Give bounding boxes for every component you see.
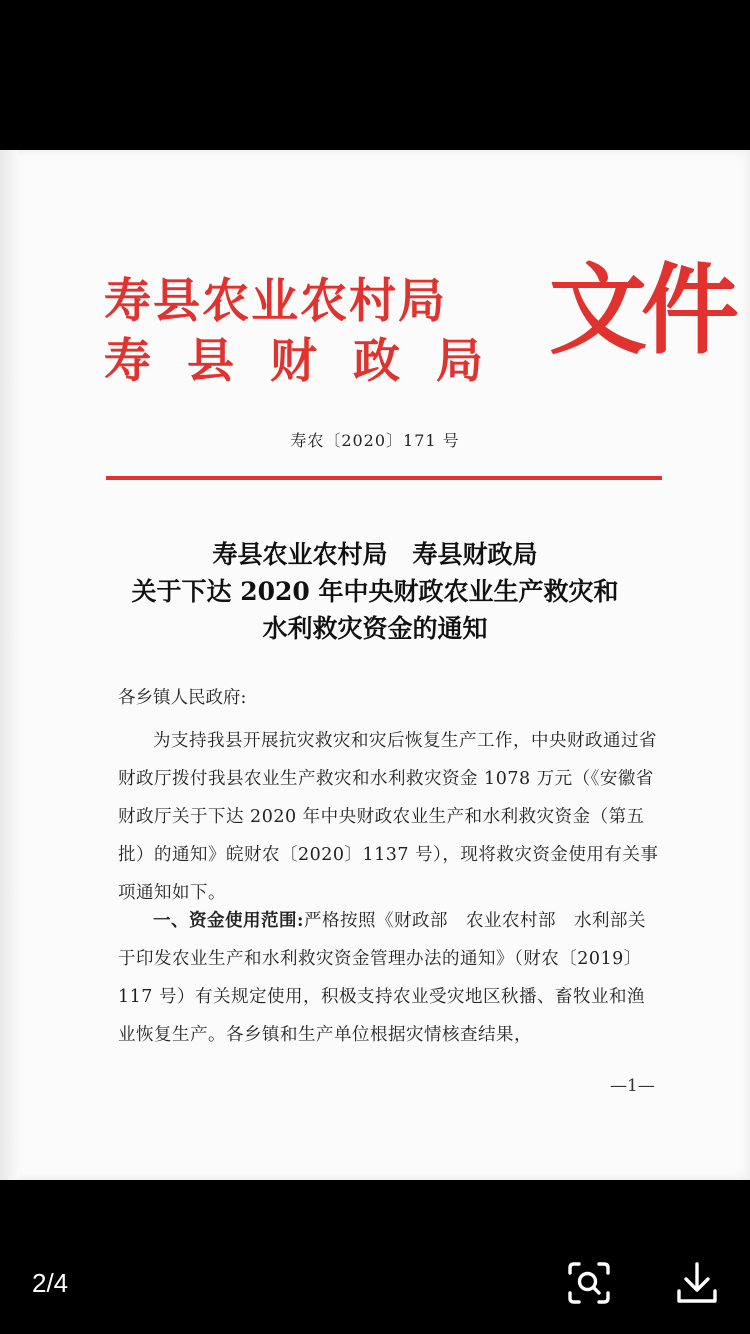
paragraph-2-lead: 一、资金使用范围: bbox=[153, 911, 304, 931]
title-line-2: 关于下达 2020 年中央财政农业生产救灾和 bbox=[131, 577, 619, 606]
scan-search-button[interactable] bbox=[566, 1260, 612, 1306]
header-line-2: 寿县财政局 bbox=[104, 334, 519, 389]
viewer-toolbar bbox=[0, 1180, 750, 1334]
document-number: 寿农〔2020〕171 号 bbox=[290, 431, 460, 450]
download-icon bbox=[674, 1260, 720, 1306]
paragraph-1: 为支持我县开展抗灾救灾和灾后恢复生产工作，中央财政通过省财政厅拨付我县农业生产救灾和水利救灾资金 1078 万元（《安徽省财政厅关于下达 2020 年中央财政农业生产和水利救灾资金（第五批）的通知》皖财农〔2020〕1137 号），现将救灾资金使用有关事项通知如下。 bbox=[118, 731, 659, 903]
header-wenjian: 文件 bbox=[549, 253, 734, 368]
paragraph-2-body: 严格按照《财政部 农业农村部 水利部关于印发农业生产和水利救灾资金管理办法的通知》（财农〔2019〕117 号）有关规定使用，积极支持农业受灾地区秋播、畜牧业和渔业恢复生产。各乡镇和生产单位根据灾情核查结果， bbox=[118, 911, 646, 1045]
title-line-3: 水利救灾资金的通知 bbox=[262, 614, 488, 643]
page-number: —1— bbox=[610, 1076, 655, 1096]
red-divider bbox=[106, 476, 662, 480]
paragraph-2 bbox=[118, 902, 660, 1054]
red-header bbox=[104, 253, 734, 392]
salutation: 各乡镇人民政府: bbox=[118, 688, 247, 708]
title-line-1: 寿县农业农村局 寿县财政局 bbox=[212, 540, 538, 569]
scan-search-icon bbox=[566, 1260, 612, 1306]
header-line-1: 寿县农业农村局 bbox=[104, 274, 447, 329]
page-indicator: 2/4 bbox=[32, 1268, 69, 1298]
download-button[interactable] bbox=[674, 1260, 720, 1306]
page-edge bbox=[0, 150, 18, 1180]
